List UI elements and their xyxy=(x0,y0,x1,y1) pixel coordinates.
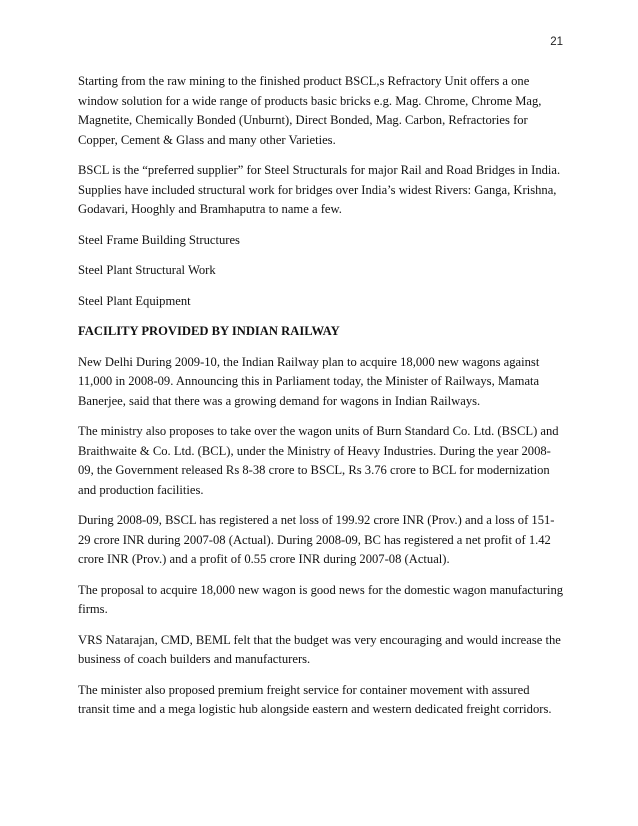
paragraph-preferred-supplier: BSCL is the “preferred supplier” for Steel Structurals for major Rail and Road Bridges in India. Supplies have included structural work for bridges over India’s widest Rivers: Ganga, Krishna, Godavari, Hooghly and Bramhaputra to name a few. xyxy=(78,163,561,216)
paragraph-steel-plant-structural: Steel Plant Structural Work xyxy=(78,263,216,277)
paragraph-refractory-unit: Starting from the raw mining to the finished product BSCL,s Refractory Unit offers a one window solution for a wide range of products basic bricks e.g. Mag. Chrome, Chrome Mag, Magnetite, Chemically Bonded (Unburnt), Direct Bonded, Mag. Carbon, Refractories for Copper, Cement & Glass and many other Varieties. xyxy=(78,74,542,147)
paragraph-wagon-plan: New Delhi During 2009-10, the Indian Railway plan to acquire 18,000 new wagons against 11,000 in 2008-09. Announcing this in Parliament today, the Minister of Railways, Mamata Banerjee, said that there was a growing demand for wagons in Indian Railways. xyxy=(78,354,540,408)
paragraph-financials: During 2008-09, BSCL has registered a net loss of 199.92 crore INR (Prov.) and a loss of 151-29 crore INR during 2007-08 (Actual). During 2008-09, BC has registered a net profit of 1.42 crore INR (Prov.) and a profit of 0.55 crore INR during 2007-08 (Actual). xyxy=(78,513,555,566)
paragraph-proposal-news: The proposal to acquire 18,000 new wagon is good news for the domestic wagon manufacturing firms. xyxy=(78,582,564,616)
paragraph-ministry-takeover: The ministry also proposes to take over the wagon units of Burn Standard Co. Ltd. (BSCL) and Braithwaite & Co. Ltd. (BCL), under the Ministry of Heavy Industries. During the year 2008-09, the Government released Rs 8-38 crore to BSCL, Rs 3.76 crore to BCL for modernization and production facilities. xyxy=(78,424,559,497)
paragraph-freight-service: The minister also proposed premium freight service for container movement with assured transit time and a mega logistic hub alongside eastern and western dedicated freight corridors. xyxy=(78,682,552,716)
document-body xyxy=(78,72,564,731)
paragraph-steel-plant-equipment: Steel Plant Equipment xyxy=(78,293,191,308)
section-heading: FACILITY PROVIDED BY INDIAN RAILWAY xyxy=(78,324,340,338)
paragraph-steel-frame: Steel Frame Building Structures xyxy=(78,232,240,247)
paragraph-beml-comment: VRS Natarajan, CMD, BEML felt that the budget was very encouraging and would increase the business of coach builders and manufacturers. xyxy=(78,632,561,666)
page-number: 21 xyxy=(550,36,563,48)
